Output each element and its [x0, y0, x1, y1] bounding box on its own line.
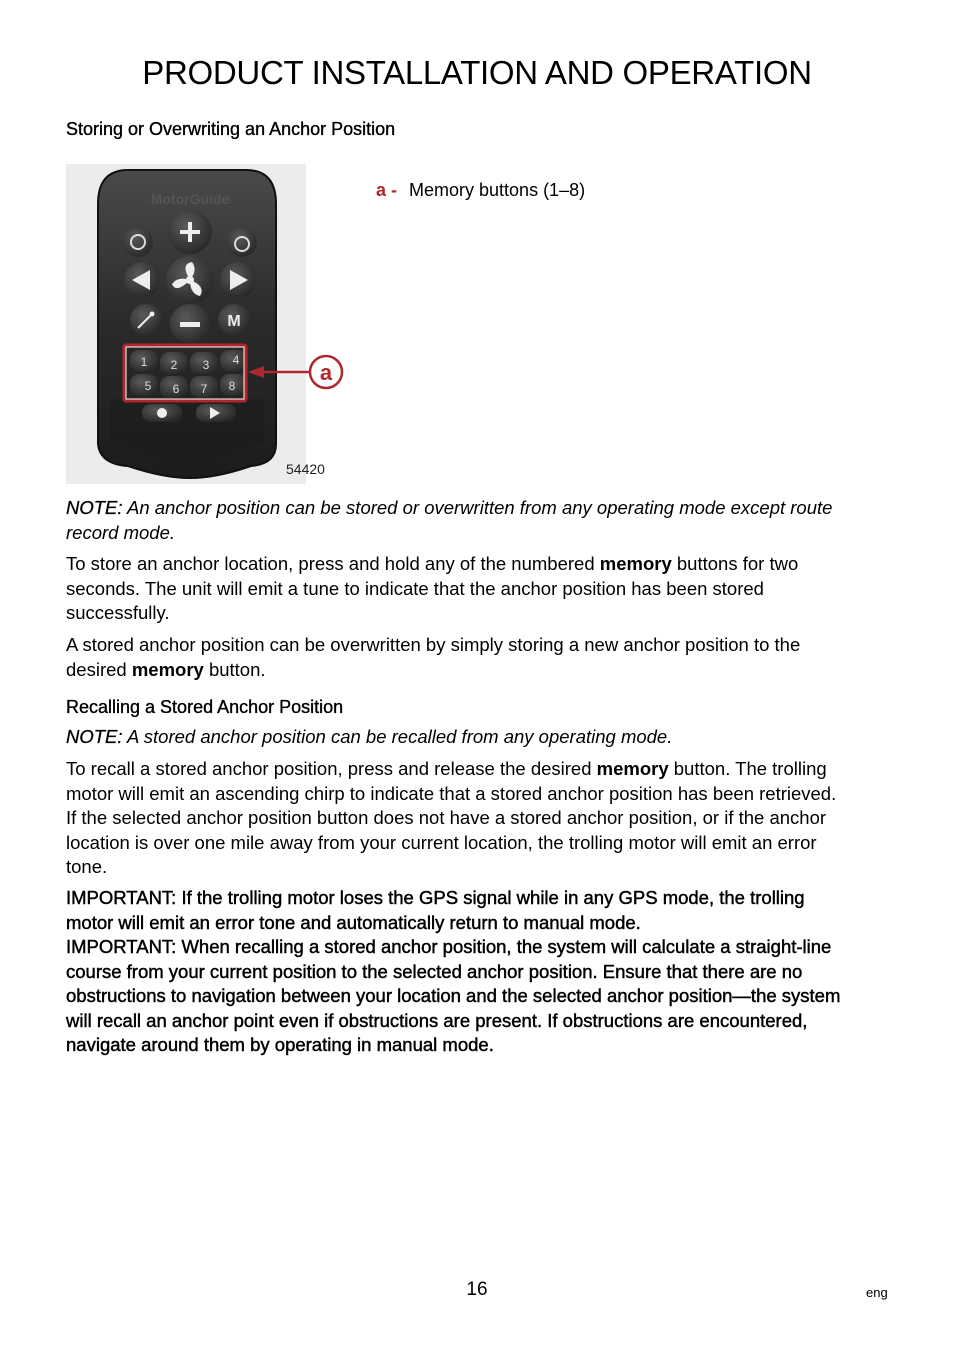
note-text: A stored anchor position can be recalled from any operating mode.: [122, 726, 673, 747]
text-run: To store an anchor location, press and hold any of the numbered: [66, 553, 600, 574]
timer-button: [227, 227, 257, 257]
figure-legend: [376, 180, 585, 201]
note-recalling: [66, 725, 846, 750]
bold-term: memory: [596, 758, 669, 779]
memory-number-6: 6: [172, 382, 180, 396]
language-code: eng: [866, 1285, 888, 1300]
section-heading-recalling: Recalling a Stored Anchor Position: [66, 697, 344, 717]
memory-number-1: 1: [140, 355, 148, 369]
text-run: button. The trolling motor will emit an ascending chirp to indicate that a stored anchor position has been retrieved. If the selected anchor position button does not have a stored anchor position, or if the anchor location is over one mile away from your current location, the trolling motor will emit an error tone.: [66, 758, 837, 878]
note-label: NOTE:: [66, 497, 123, 518]
m-label: M: [227, 313, 241, 330]
paragraph-recall: [66, 757, 846, 880]
remote-illustration: [66, 164, 346, 484]
paragraph-store: [66, 552, 846, 626]
paragraph-overwrite: [66, 633, 846, 682]
note-text: An anchor position can be stored or overwritten from any operating mode except route record mode.: [66, 497, 833, 543]
figure-id: 54420: [286, 461, 325, 477]
speed-button: [123, 227, 153, 257]
remote-figure: [66, 164, 346, 484]
important-gps-signal: IMPORTANT: If the trolling motor loses the GPS signal while in any GPS mode, the trolling motor will emit an error tone and automatically return to manual mode.: [66, 887, 805, 933]
legend-key: a -: [376, 180, 398, 200]
callout-letter: a: [319, 360, 333, 385]
text-run: button.: [203, 658, 266, 680]
bold-term: memory: [131, 658, 204, 680]
section-heading-storing: Storing or Overwriting an Anchor Position: [66, 119, 396, 139]
page-title: PRODUCT INSTALLATION AND OPERATION: [142, 54, 812, 91]
memory-number-4: 4: [232, 353, 240, 367]
memory-number-8: 8: [228, 379, 236, 393]
note-storing: [66, 496, 846, 545]
memory-number-7: 7: [200, 382, 208, 396]
text-run: To recall a stored anchor position, press and release the desired: [66, 758, 597, 779]
brand-logo: MotorGuide: [150, 191, 230, 207]
text-run: buttons for two seconds. The unit will emit a tune to indicate that the anchor position has been stored successfully.: [66, 553, 799, 624]
bold-term: memory: [599, 553, 672, 574]
legend-text: Memory buttons (1–8): [409, 180, 586, 200]
note-label: NOTE:: [66, 726, 123, 747]
text-run: A stored anchor position can be overwritten by simply storing a new anchor position to the desired: [66, 634, 801, 680]
memory-number-5: 5: [144, 379, 152, 393]
memory-number-2: 2: [170, 358, 178, 372]
important-recall-course: IMPORTANT: When recalling a stored anchor position, the system will calculate a straight-line course from your current position to the selected anchor position. Ensure that there are no obstructions to navigation between your location and the selected anchor position—the system will recall an anchor point even if obstructions are present. If obstructions are encountered, navigate around them by operating in manual mode.: [66, 936, 841, 1056]
memory-number-3: 3: [202, 358, 210, 372]
page-number: 16: [466, 1279, 488, 1300]
